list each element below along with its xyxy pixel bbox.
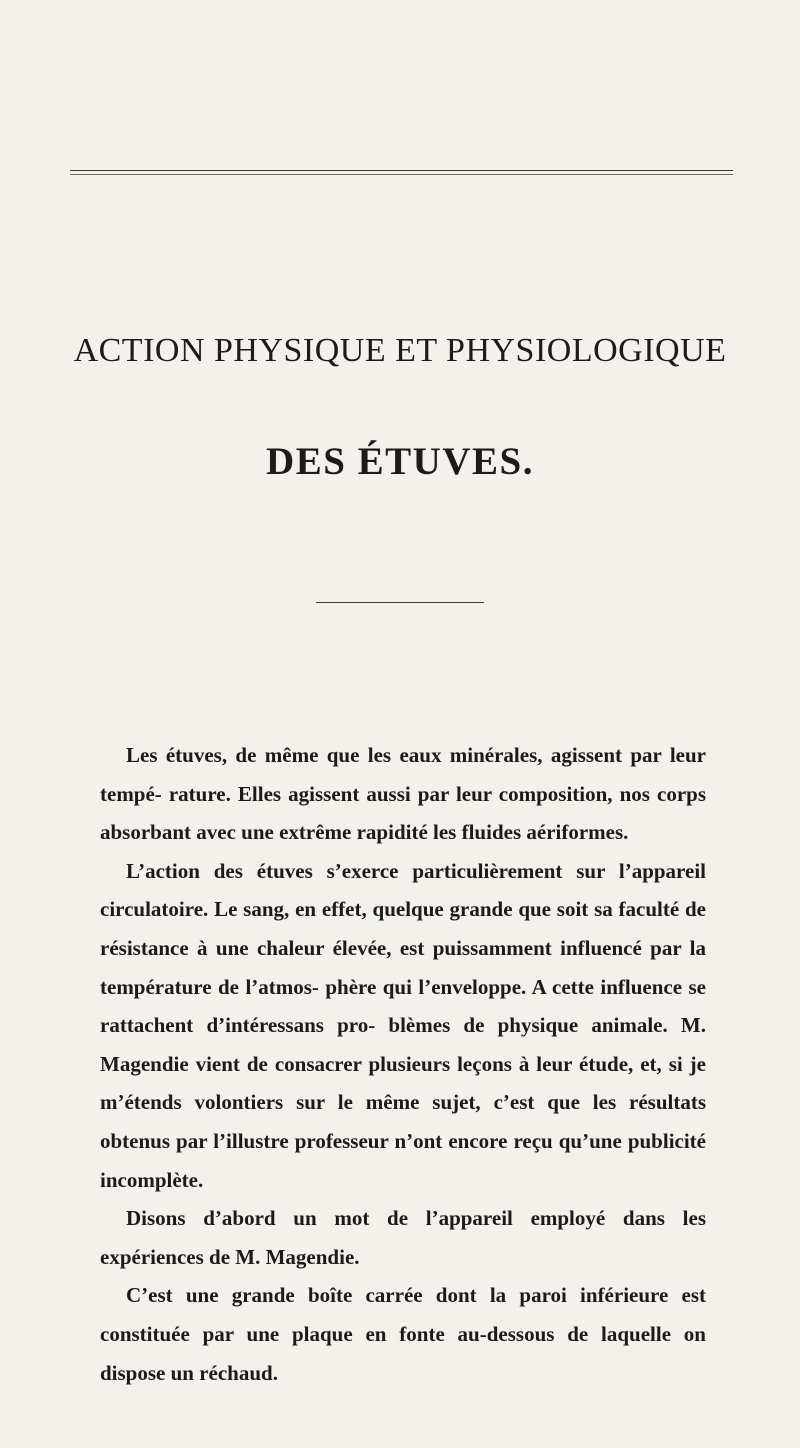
top-rule-secondary bbox=[70, 174, 733, 175]
paragraph: L’action des étuves s’exerce particulièrement sur l’appareil circulatoire. Le sang, en effet, quelque grande que soit sa faculté de résistance à une chaleur élevée, est puissamment influencé par la température de l’atmos- phère qui l’enveloppe. A cette influence se rattachent d’intéressans pro- blèmes de physique animale. M. Magendie vient de consacrer plusieurs leçons à leur étude, et, si je m’étends volontiers sur le même sujet, c’est que les résultats obtenus par l’illustre professeur n’ont encore reçu qu’une publicité incomplète. bbox=[100, 858, 706, 1192]
paragraph: C’est une grande boîte carrée dont la paroi inférieure est constituée par une plaque en fonte au-dessous de laquelle on dispose un réchaud. bbox=[100, 1283, 706, 1385]
title-line-2: DES ÉTUVES. bbox=[266, 440, 534, 483]
paragraph: Les étuves, de même que les eaux minérales, agissent par leur tempé- rature. Elles agissent aussi par leur composition, nos corps absorbant avec une extrême rapidité les fluides aériformes. bbox=[100, 743, 706, 845]
title-line-1: ACTION PHYSIQUE ET PHYSIOLOGIQUE bbox=[73, 332, 727, 369]
top-rule bbox=[70, 170, 733, 171]
body-text bbox=[100, 736, 706, 1392]
paragraph: Disons d’abord un mot de l’appareil employé dans les expériences de M. Magendie. bbox=[100, 1206, 706, 1269]
section-divider bbox=[316, 602, 484, 603]
